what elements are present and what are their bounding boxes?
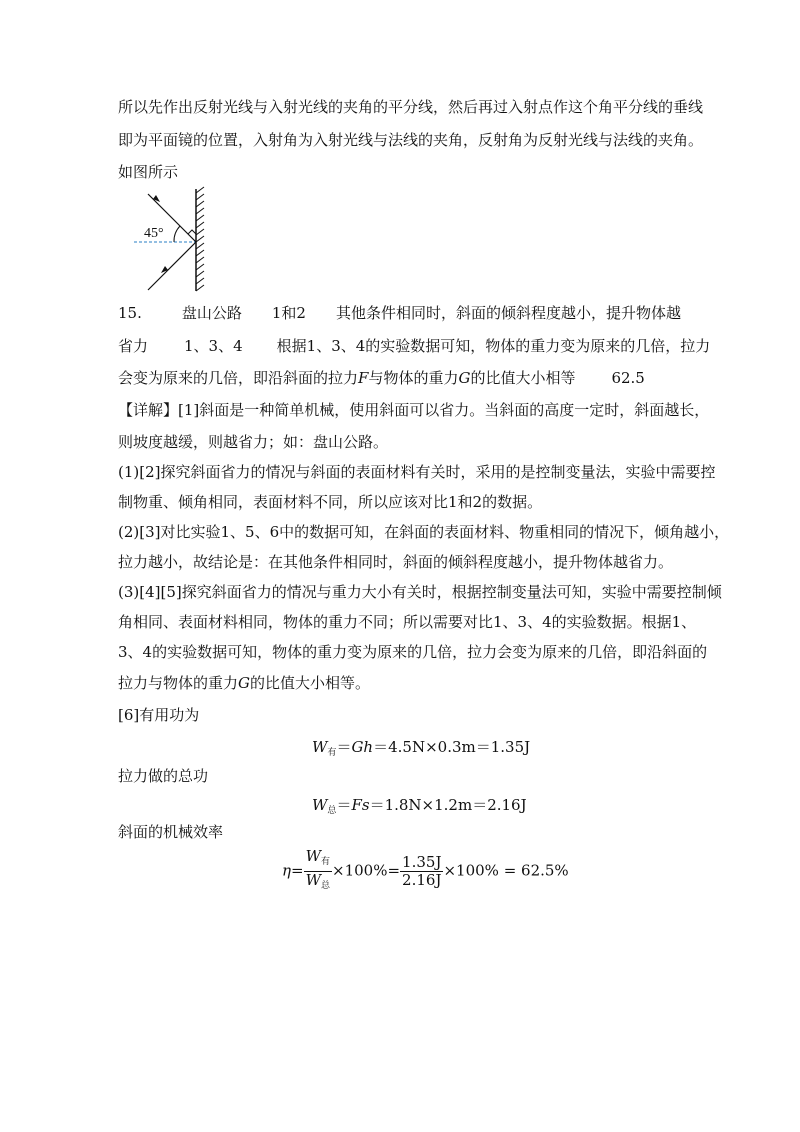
equals: =: [291, 861, 304, 880]
answer-3b: 省力: [118, 337, 149, 355]
text-line: 如图所示: [118, 163, 179, 181]
answer-2: 1和2: [271, 304, 306, 322]
fraction-w: [304, 848, 332, 895]
detail-line: (3)[4][5]探究斜面省力的情况与重力大小有关时，根据控制变量法可知，实验中需要控制倾: [118, 583, 722, 601]
useful-work-equation: [312, 737, 530, 763]
detail-line: 角相同、表面材料相同，物体的重力不同；所以需要对比1、3、4的实验数据。根据1、: [118, 613, 697, 631]
incident-arrow: [161, 266, 168, 273]
answer-3: 其他条件相同时，斜面的倾斜程度越小，提升物体越: [335, 304, 681, 322]
right-angle-mark: [188, 230, 196, 234]
detail-line: 拉力越小，故结论是：在其他条件相同时，斜面的倾斜程度越小，提升物体越省力。: [118, 553, 674, 571]
subscript: 有: [327, 748, 337, 758]
detail-text: 拉力与物体的重力: [118, 674, 239, 692]
var-Gh: Gh: [351, 738, 374, 756]
subscript: 总: [327, 806, 337, 816]
detail-line: (1)[2]探究斜面省力的情况与斜面的表面材料有关时，采用的是控制变量法，实验中需要控: [118, 463, 716, 481]
equation-rest: ×100% = 62.5%: [443, 861, 569, 880]
q15-line3: [118, 368, 645, 388]
q15-number: 15.: [118, 304, 142, 322]
equation-rest: ＝1.8N×1.2m＝2.16J: [369, 796, 527, 814]
text-line: 即为平面镜的位置，入射角为入射光线与法线的夹角，反射角为反射光线与法线的夹角。: [118, 131, 704, 149]
detail-line: [6]有用功为: [118, 706, 200, 724]
var-F: F: [358, 369, 369, 387]
detail-line: (2)[3]对比实验1、5、6中的数据可知，在斜面的表面材料、物重相同的情况下，倾角越小，: [118, 523, 730, 541]
var-G: G: [458, 369, 471, 387]
answer-5b-text: 的比值大小相等: [470, 369, 576, 387]
efficiency-equation: [282, 848, 569, 895]
var-Fs: Fs: [351, 796, 370, 814]
answer-6: 62.5: [611, 369, 645, 387]
detail-text: 的比值大小相等。: [250, 674, 371, 692]
answer-5b-text: 与物体的重力: [368, 369, 459, 387]
detail-line: 则坡度越缓，则越省力；如：盘山公路。: [118, 433, 389, 451]
answer-1: 盘山公路: [181, 304, 242, 322]
equation-rest: ＝4.5N×0.3m＝1.35J: [373, 738, 531, 756]
subscript: 总: [321, 881, 331, 891]
incident-ray: [148, 242, 196, 290]
fraction-values: [400, 854, 443, 889]
subscript: 有: [321, 857, 331, 867]
answer-5a: 根据1、3、4的实验数据可知，物体的重力变为原来的几倍，拉力: [276, 337, 711, 355]
equation-rest: ×100%=: [332, 861, 401, 880]
reflected-arrow: [153, 195, 160, 202]
var-W: W: [305, 847, 321, 865]
efficiency-label: 斜面的机械效率: [118, 823, 224, 841]
detail-line: 【详解】[1]斜面是一种简单机械，使用斜面可以省力。当斜面的高度一定时，斜面越长，: [118, 401, 710, 419]
var-W: W: [312, 796, 328, 814]
text-line: 所以先作出反射光线与入射光线的夹角的平分线，然后再过入射点作这个角平分线的垂线: [118, 98, 704, 116]
var-G: G: [238, 674, 250, 692]
numerator: 1.35J: [402, 853, 442, 871]
detail-line: 3、4的实验数据可知，物体的重力变为原来的几倍，拉力会变为原来的几倍，即沿斜面的: [118, 643, 708, 661]
answer-5b-text: 会变为原来的几倍，即沿斜面的拉力: [118, 369, 359, 387]
total-work-equation: [312, 795, 527, 821]
angle-label: 45°: [144, 226, 164, 241]
angle-arc: [174, 226, 180, 242]
equals: ＝: [336, 796, 352, 814]
denominator: 2.16J: [402, 871, 442, 889]
q15-line2: [118, 336, 710, 356]
q15-line1: [118, 303, 681, 323]
detail-line: 制物重、倾角相同，表面材料不同，所以应该对比1和2的数据。: [118, 493, 543, 511]
var-W: W: [312, 738, 328, 756]
equals: ＝: [336, 738, 352, 756]
detail-line: [118, 673, 370, 693]
mirror-reflection-figure: [130, 185, 220, 295]
var-eta: η: [282, 861, 291, 880]
mirror-hatching: [196, 187, 204, 291]
answer-4: 1、3、4: [184, 337, 243, 355]
total-work-label: 拉力做的总功: [118, 767, 209, 785]
var-W: W: [305, 871, 321, 889]
